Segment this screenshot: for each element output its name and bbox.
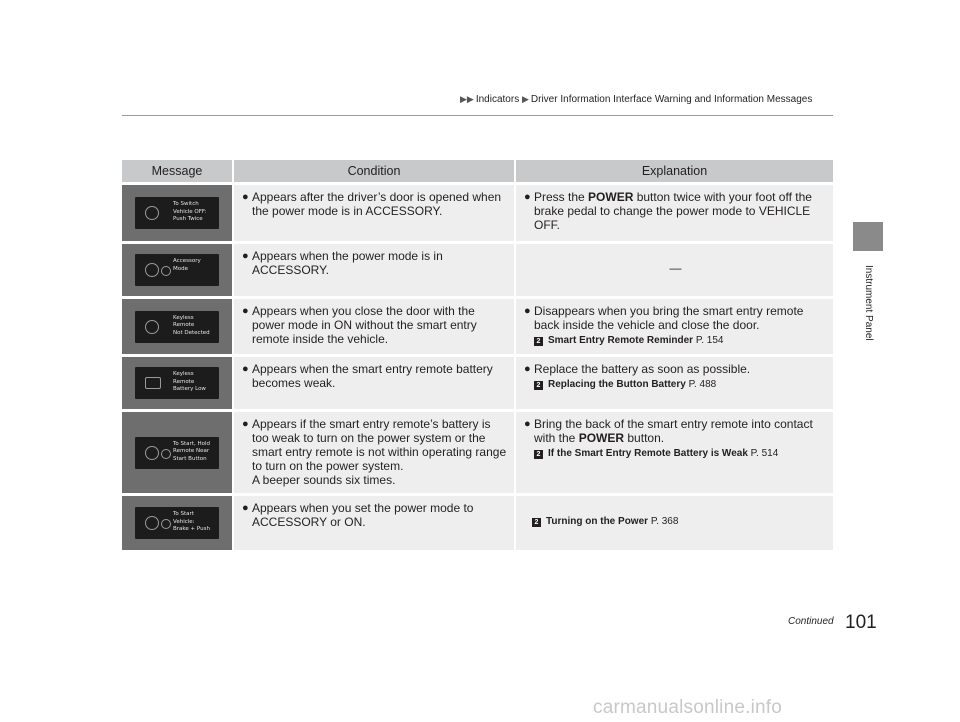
- arrow-icon: ▶: [521, 94, 529, 104]
- condition-text: Appears when the power mode is in ACCESSORY.: [252, 249, 443, 277]
- condition-cell: [234, 299, 516, 354]
- explanation-cell: [516, 412, 833, 493]
- key-remote-icon: [145, 320, 159, 334]
- table-row: [122, 496, 833, 550]
- bullet-icon: ●: [524, 305, 531, 317]
- screen-text: Keyless Remote Not Detected: [173, 314, 210, 336]
- condition-text: Appears when you close the door with the power mode in ON without the smart entry remote inside the vehicle.: [252, 304, 477, 346]
- bullet-icon: ●: [524, 363, 531, 375]
- accessory-mode-icon: [145, 263, 159, 277]
- message-screen: [135, 197, 219, 229]
- message-image-cell: [122, 185, 234, 241]
- explanation-text: Press the POWER button twice with your foot off the brake pedal to change the power mode to VEHICLE OFF.: [534, 190, 812, 232]
- brake-push-icon: [145, 516, 159, 530]
- explanation-cell: [516, 299, 833, 354]
- battery-icon: [145, 377, 161, 389]
- chapter-label: Instrument Panel: [863, 265, 874, 341]
- table-row: [122, 357, 833, 409]
- explanation-cell: [516, 185, 833, 241]
- breadcrumb-section: Indicators: [475, 94, 520, 105]
- screen-text: Accessory Mode: [173, 258, 201, 272]
- screen-text: To Start Vehicle: Brake + Push: [173, 511, 210, 532]
- message-screen: [135, 507, 219, 539]
- message-image-cell: [122, 244, 234, 296]
- message-screen: [135, 254, 219, 286]
- explanation-cell: [516, 357, 833, 409]
- reference-arrow-icon: 2: [534, 381, 543, 390]
- page-reference[interactable]: 2 Smart Entry Remote Reminder P. 154: [524, 334, 827, 348]
- breadcrumb: [460, 94, 812, 105]
- table-row: [122, 299, 833, 354]
- header-explanation: Explanation: [516, 160, 833, 182]
- table-row: [122, 185, 833, 241]
- explanation-dash: —: [669, 261, 682, 275]
- screen-text: To Start, Hold Remote Near Start Button: [173, 440, 210, 462]
- explanation-text: Bring the back of the smart entry remote into contact with the POWER button.: [534, 417, 813, 445]
- power-button-icon: [145, 206, 159, 220]
- explanation-text: Replace the battery as soon as possible.: [534, 362, 751, 376]
- page-reference[interactable]: 2 Replacing the Button Battery P. 488: [524, 378, 827, 392]
- condition-cell: [234, 496, 516, 550]
- bullet-icon: ●: [242, 502, 249, 514]
- explanation-cell: [516, 496, 833, 550]
- messages-table: [122, 157, 833, 553]
- condition-cell: [234, 244, 516, 296]
- header-condition: Condition: [234, 160, 516, 182]
- bullet-icon: ●: [242, 305, 249, 317]
- chapter-tab[interactable]: [853, 222, 883, 251]
- bullet-icon: ●: [524, 418, 531, 430]
- condition-text: Appears when you set the power mode to ACCESSORY or ON.: [252, 501, 474, 529]
- bullet-icon: ●: [242, 418, 249, 430]
- double-arrow-icon: ▶▶: [460, 94, 474, 104]
- table-header-row: [122, 160, 833, 182]
- screen-text: To Switch Vehicle OFF: Push Twice: [173, 201, 207, 222]
- page-reference[interactable]: 2 If the Smart Entry Remote Battery is Weak P. 514: [524, 447, 827, 461]
- condition-text: Appears after the driver’s door is opened when the power mode is in ACCESSORY.: [252, 190, 502, 218]
- explanation-text: Disappears when you bring the smart entry remote back inside the vehicle and close the door.: [534, 304, 804, 332]
- bullet-icon: ●: [242, 363, 249, 375]
- page-number: 101: [845, 612, 877, 633]
- condition-cell: [234, 412, 516, 493]
- explanation-cell: [516, 244, 833, 296]
- reference-arrow-icon: 2: [534, 337, 543, 346]
- message-image-cell: [122, 412, 234, 493]
- page-reference[interactable]: 2 Turning on the Power P. 368: [524, 515, 827, 529]
- message-screen: [135, 437, 219, 469]
- remote-near-button-icon: [145, 446, 159, 460]
- message-screen: [135, 367, 219, 399]
- continued-label: Continued: [788, 616, 834, 627]
- message-image-cell: [122, 299, 234, 354]
- condition-text: Appears when the smart entry remote battery becomes weak.: [252, 362, 493, 390]
- table-row: [122, 244, 833, 296]
- condition-cell: [234, 185, 516, 241]
- reference-arrow-icon: 2: [532, 518, 541, 527]
- header-rule: [122, 115, 833, 116]
- condition-cell: [234, 357, 516, 409]
- breadcrumb-topic: Driver Information Interface Warning and Information Messages: [530, 94, 813, 105]
- reference-arrow-icon: 2: [534, 450, 543, 459]
- table-row: [122, 412, 833, 493]
- message-screen: [135, 311, 219, 343]
- watermark: carmanualsonline.info: [593, 697, 783, 718]
- message-image-cell: [122, 496, 234, 550]
- bullet-icon: ●: [242, 250, 249, 262]
- condition-text: Appears if the smart entry remote’s battery is too weak to turn on the power system or the smart entry remote is not within operating range to turn on the power system. A beeper sounds six times.: [252, 417, 507, 487]
- message-image-cell: [122, 357, 234, 409]
- bullet-icon: ●: [242, 191, 249, 203]
- header-message: Message: [122, 160, 234, 182]
- screen-text: Keyless Remote Battery Low: [173, 371, 206, 392]
- bullet-icon: ●: [524, 191, 531, 203]
